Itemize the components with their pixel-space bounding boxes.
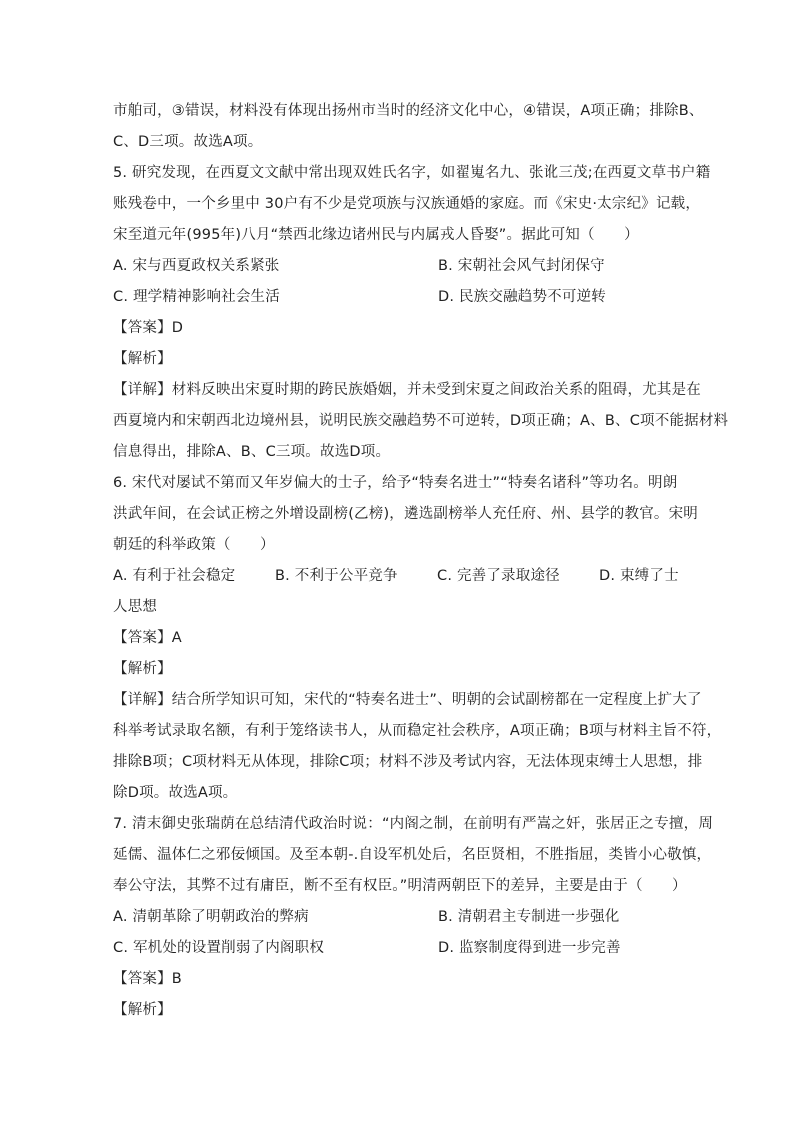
- options-row: [113, 902, 685, 933]
- question-stem-line: 延儒、温体仁之邪佞倾国。及至本朝-.自设军机处后，名臣贤相，不胜指屈，类皆小心敬慎，: [113, 847, 712, 863]
- detail-line: 【详解】结合所学知识可知，宋代的“特奏名进士”、明朝的会试副榜都在一定程度上扩大了: [113, 692, 702, 708]
- analysis-label: 【解析】: [113, 351, 172, 367]
- option-wrap-line: 人思想: [113, 599, 158, 615]
- option-b: B. 不利于公平竞争: [275, 568, 398, 584]
- question-6: [113, 468, 722, 809]
- option-c: C. 理学精神影响社会生活: [113, 289, 280, 305]
- detail-line: 【详解】材料反映出宋夏时期的跨民族婚姻，并未受到宋夏之间政治关系的阻碍，尤其是在: [113, 382, 701, 398]
- options-row: [113, 933, 685, 964]
- question-stem-line: 洪武年间，在会试正榜之外增设副榜(乙榜)，遴选副榜举人充任府、州、县学的教官。宋明: [113, 506, 699, 522]
- detail-line: 信息得出，排除A、B、C三项。故选D项。: [113, 444, 391, 460]
- option-b: B. 宋朝社会风气封闭保守: [438, 258, 605, 274]
- question-stem-line: 5. 研究发现，在西夏文文献中常出现双姓氏名字，如翟嵬名九、张讹三茂;在西夏文草书户籍: [113, 165, 711, 181]
- analysis-label: 【解析】: [113, 1002, 172, 1018]
- question-stem-line: 奉公守法，其弊不过有庸臣，断不至有权臣。”明清两朝臣下的差异，主要是由于（ ）: [113, 878, 687, 894]
- analysis-label: 【解析】: [113, 661, 172, 677]
- question-7: [113, 809, 714, 1026]
- question-stem-line: 账残卷中，一个乡里中 30户有不少是党项族与汉族通婚的家庭。而《宋史·太宗纪》记载，: [113, 196, 701, 212]
- option-c: C. 完善了录取途径: [437, 568, 560, 584]
- detail-line: 科举考试录取名额，有利于笼络读书人，从而稳定社会秩序，A项正确；B项与材料主旨不符，: [113, 723, 722, 739]
- question-stem-line: 朝廷的科举政策（ ）: [113, 537, 275, 553]
- options-row: [113, 251, 685, 282]
- question-stem-line: 7. 清末御史张瑞荫在总结清代政治时说：“内阁之制，在前明有严嵩之奸，张居正之专擅，周: [113, 816, 714, 832]
- option-d: D. 束缚了士: [599, 568, 679, 584]
- answer-line: 【答案】D: [113, 320, 184, 336]
- options-row: [113, 282, 685, 313]
- option-a: A. 有利于社会稳定: [113, 568, 236, 584]
- question-stem-line: 宋至道元年(995年)八月“禁西北缘边诸州民与内属戎人昏娶”。据此可知（ ）: [113, 227, 639, 243]
- answer-line: 【答案】A: [113, 630, 182, 646]
- detail-line: 除D项。故选A项。: [113, 785, 238, 801]
- text-line: 市舶司，③错误，材料没有体现出扬州市当时的经济文化中心，④错误，A项正确；排除B、: [113, 103, 704, 119]
- answer-line: 【答案】B: [113, 971, 182, 987]
- text-line: C、D三项。故选A项。: [113, 134, 263, 150]
- option-d: D. 监察制度得到进一步完善: [438, 940, 621, 956]
- option-a: A. 清朝革除了明朝政治的弊病: [113, 909, 309, 925]
- option-c: C. 军机处的设置削弱了内阁职权: [113, 940, 325, 956]
- option-b: B. 清朝君主专制进一步强化: [438, 909, 620, 925]
- detail-line: 排除B项；C项材料无从体现，排除C项；材料不涉及考试内容，无法体现束缚士人思想，排: [113, 754, 703, 770]
- question-stem-line: 6. 宋代对屡试不第而又年岁偏大的士子，给予“特奏名进士”“特奏名诸科”等功名。明朗: [113, 475, 678, 491]
- option-d: D. 民族交融趋势不可逆转: [438, 289, 606, 305]
- document-body: [113, 96, 729, 1026]
- question-5: [113, 158, 729, 468]
- detail-line: 西夏境内和宋朝西北边境州县，说明民族交融趋势不可逆转，D项正确；A、B、C项不能据材料: [113, 413, 729, 429]
- options-row: [113, 561, 685, 592]
- option-a: A. 宋与西夏政权关系紧张: [113, 258, 280, 274]
